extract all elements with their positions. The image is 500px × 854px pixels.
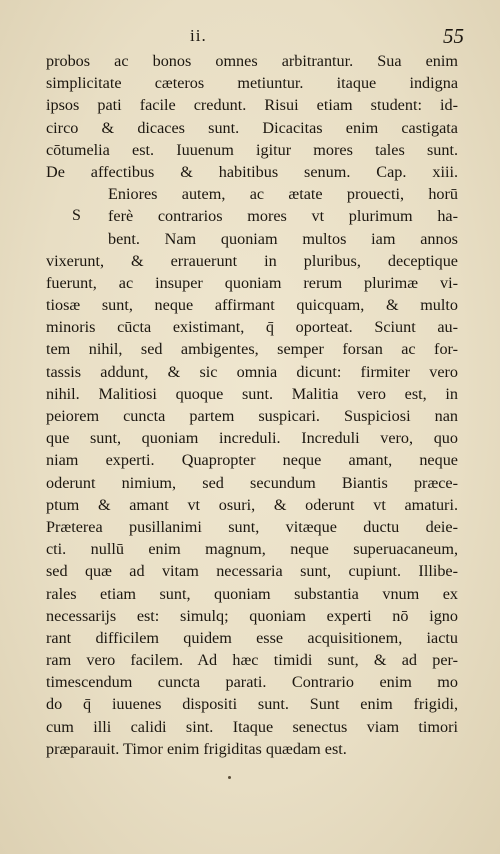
text-line: nihil. Malitiosi quoque sunt. Malitia vero est, in <box>46 384 458 403</box>
text-line: ram vero facilem. Ad hæc timidi sunt, & ad per- <box>46 651 458 670</box>
margin-marker: S <box>72 207 81 225</box>
text-line: Præterea pusillanimi sunt, vitæque ductu deie- <box>46 517 458 536</box>
text-line: vixerunt, & errauerunt in pluribus, deceptique <box>46 251 458 270</box>
text-line: niam experti. Quapropter neque amant, neque <box>46 451 458 470</box>
signature-mark: ii. <box>190 26 207 45</box>
text-line: ptum & amant vt osuri, & oderunt vt amaturi. <box>46 495 458 514</box>
text-line: oderunt nimium, sed secundum Biantis præce- <box>46 473 458 492</box>
text-line: fuerunt, ac insuper quoniam rerum plurimæ vi- <box>46 273 458 292</box>
text-line: præparauit. Timor enim frigiditas quædam est. <box>46 739 347 758</box>
text-line: probos ac bonos omnes arbitrantur. Sua enim <box>46 52 458 70</box>
page-number: 55 <box>443 24 464 48</box>
text-line: cti. nullū enim magnum, neque superuacaneum, <box>46 540 458 559</box>
text-line: bent. Nam quoniam multos iam annos <box>108 229 458 248</box>
text-line <box>46 205 458 227</box>
text-line: rales etiam sunt, quoniam substantia vnum ex <box>46 584 458 603</box>
text-line: sed quæ ad vitam necessaria sunt, cupiunt. Illibe- <box>46 562 458 581</box>
text-line: minoris cūcta existimant, q̄ oporteat. Sciunt au- <box>46 318 458 337</box>
ink-speck <box>228 776 231 779</box>
text-line: cōtumelia est. Iuuenum igitur mores tales sunt. <box>46 140 458 159</box>
text-line: necessarijs est: simulq; quoniam experti nō igno <box>46 606 458 625</box>
text-line-content: ferè contrarios mores vt plurimum ha- <box>108 207 458 226</box>
text-line: peiorem cuncta partem suspicari. Suspiciosi nan <box>46 407 458 425</box>
text-line: que sunt, quoniam increduli. Increduli vero, quo <box>46 429 458 448</box>
text-line: do q̄ iuuenes dispositi sunt. Sunt enim frigidi, <box>46 695 458 714</box>
body-text <box>46 50 458 760</box>
chapter-heading: De affectibus & habitibus senum. Cap. xiii. <box>46 162 458 181</box>
text-line: circo & dicaces sunt. Dicacitas enim castigata <box>46 118 458 137</box>
text-line: tassis addunt, & sic omnia dicunt: firmiter vero <box>46 362 458 381</box>
text-line: timescendum cuncta parati. Contrario enim mo <box>46 673 458 692</box>
text-line: cum illi calidi sint. Itaque senectus viam timori <box>46 717 458 736</box>
text-line: tem nihil, sed ambigentes, semper forsan ac for- <box>46 340 458 359</box>
text-line: ipsos pati facile credunt. Risui etiam student: id- <box>46 96 458 115</box>
page-header <box>0 22 500 50</box>
text-line: Eniores autem, ac ætate prouecti, horū <box>108 185 458 204</box>
text-line: tiosæ sunt, neque affirmant quicquam, & multo <box>46 296 458 315</box>
text-line: simplicitate cæteros metiuntur. itaque indigna <box>46 74 458 93</box>
text-line: rant difficilem quidem esse acquisitionem, iactu <box>46 628 458 647</box>
